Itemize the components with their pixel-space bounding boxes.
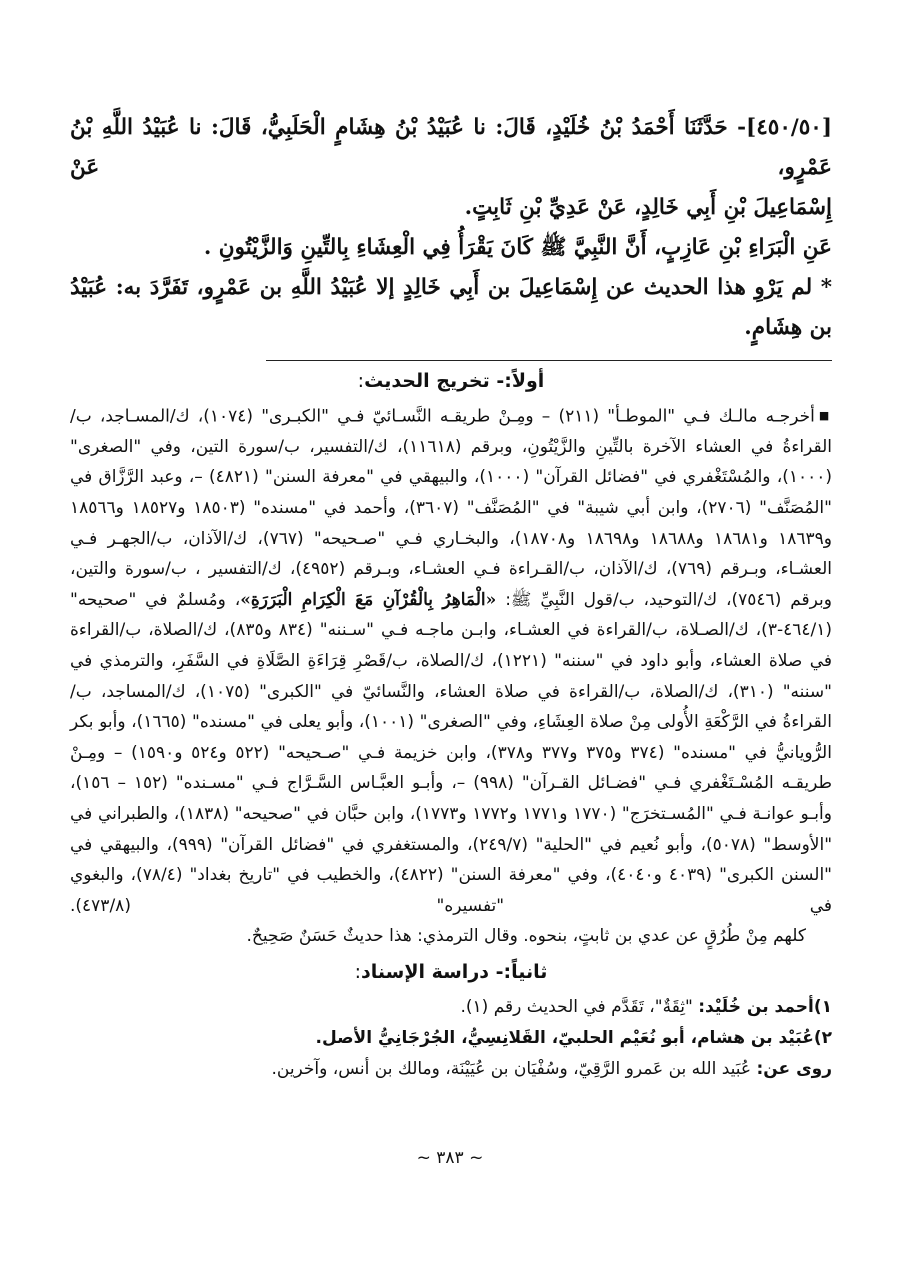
narrator-grade: "ثِقَةٌ"، تَقَدَّم في الحديث رقم (١).: [460, 996, 699, 1017]
isnad-heading-title: ثانياً:- دراسة الإسناد: [361, 960, 548, 983]
hadith-chain-line-1: [٤٥٠/٥٠]- حَدَّثَنَا أَحْمَدُ بْنُ خُلَيْدٍ، قَالَ: نا عُبَيْدُ بْنُ هِشَامٍ الْحَلَبِيُّ، قَالَ: نا عُبَيْدُ اللَّهِ بْنُ عَمْرٍو، عَنْ: [70, 115, 832, 180]
takhrij-heading-title: أولاً:- تخريج الحديث: [364, 370, 545, 392]
page-content: [70, 108, 832, 1085]
narrator-number: ١): [813, 996, 832, 1017]
narrator-item-1: [70, 992, 832, 1023]
prophet-quote: «الْمَاهِرُ بِالْقُرْآنِ مَعَ الْكِرَامِ الْبَرَرَةِ»: [240, 589, 497, 610]
takhrij-text-part-2: ، ومُسلمٌ في "صحيحه" (٤٦٤/١-٣)، ك/الصـلاة، ب/القراءة في العشـاء، وابـن ماجـه فـي "سـننه" (٨٣٤ و٨٣٥)، ك/الصلاة، ب/القراءة في صلاة العشاء، وأبو داود في "سننه" (١٢٢١)، ك/الصلاة، ب/قَصْرِ قِرَاءَةِ الصَّلَاةِ في السَّفَرِ، والترمذي في "سننه" (٣١٠)، ك/الصلاة، ب/القراءة في صلاة العشاء، والنَّسائيّ في "الكبرى" (١٠٧٥)، ك/المساجد، ب/القراءةُ في الرَّكْعَةِ الأُولى مِنْ صلاة العِشَاءِ، وفي "الصغرى" (١٠٠١)، وأبو يعلى في "مسنده" (١٦٦٥)، وأبو بكر الرُّويانيُّ في "مسنده" (٣٧٤ و٣٧٥ و٣٧٧ و٣٧٨)، وابن خزيمة فـي "صـحيحه" (٥٢٢ و٥٢٤ و١٥٩٠) – ومِـنْ طريقـه المُسْـتَغْفري فـي "فضـائل القـرآن" (٩٩٨) –، وأبـو العبَّـاس السَّـرَّاج فـي "مسـنده" (١٥٢ – ١٥٦)، وأبـو عوانـة فـي "المُسـتخرَج" (١٧٧٠ و١٧٧١ و١٧٧٢ و١٧٧٣)، وابن حبَّان في "صحيحه" (١٨٣٨)، والطبراني في "الأوسط" (٥٠٧٨)، وأبو نُعيم في "الحلية" (٢٤٩/٧)، والمستغفري في "فضائل القرآن" (٩٩٩)، والبيهقي في "السنن الكبرى" (٤٠٣٩ و٤٠٤٠)، وفي "معرفة السنن" (٤٨٢٢)، والخطيب في "تاريخ بغداد" (٧٨/٤)، والبغوي في "تفسيره" (٤٧٣/٨).: [70, 589, 833, 916]
hadith-chain-line-2: إِسْمَاعِيلَ بْنِ أَبِي خَالِدٍ، عَنْ عَدِيِّ بْنِ ثَابِتٍ.: [464, 195, 832, 220]
page-number: ~ ٣٨٣ ~: [416, 1148, 484, 1168]
narrator-name: عُبَيْد بن هشام، أبو نُعَيْم الحلبيّ، القَلانِسِيُّ، الجُرْجَانِيُّ الأصل.: [315, 1027, 814, 1048]
hadith-matn: عَنِ الْبَرَاءِ بْنِ عَازِبٍ، أَنَّ النَّبِيَّ ﷺ كَانَ يَقْرَأُ فِي الْعِشَاءِ بِالتِّينِ وَالزَّيْتُونِ .: [203, 235, 832, 260]
takhrij-text-part-1: أخرجـه مالـك فـي "الموطـأ" (٢١١) – ومِـنْ طريقـه النَّسـائيّ فـي "الكبـرى" (١٠٧٤)، ك/المسـاجد، ب/القراءةُ في العشاء الآخرة بالتِّينِ والزَّيْتُونِ، وبرقم (١١٦١٨)، ك/التفسير، ب/سورة التين، وفي "الصغرى" (١٠٠٠)، والمُسْتَغْفري في "فضائل القرآن" (١٠٠٠)، والبيهقي في "معرفة السنن" (٤٨٢١) –، وعبد الرَّزَّاق في "المُصَنَّف" (٢٧٠٦)، وابن أبي شيبة" في "المُصَنَّف" (٣٦٠٧)، وأحمد في "مسنده" (١٨٥٠٣ و١٨٥٢٧ و١٨٥٦٦ و١٨٦٣٩ و١٨٦٨١ و١٨٦٨٨ و١٨٦٩٨ و١٨٧٠٨)، والبخـاري فـي "صـحيحه" (٧٦٧)، ك/الآذان، ب/الجهـر فـي العشـاء، وبـرقم (٧٦٩)، ك/الآذان، ب/القـراءة فـي العشـاء، وبـرقم (٤٩٥٢)، ك/التفسير ، ب/سورة والتين، وبرقم (٧٥٤٦)، ك/التوحيد، ب/قول النَّبِيِّ ﷺ:: [70, 406, 833, 610]
narrator-number: ٢): [813, 1027, 832, 1048]
narrated-from-label: روى عن:: [756, 1058, 832, 1079]
section-divider: [266, 360, 832, 361]
takhrij-heading-colon: :: [357, 370, 365, 392]
narrator-item-2: [70, 1023, 832, 1054]
takhrij-summary: كلهم مِنْ طُرُقٍ عن عدي بن ثابتٍ، بنحوه. وقال الترمذي: هذا حديثٌ حَسَنٌ صَحِيحٌ.: [246, 926, 806, 947]
hadith-text: [70, 108, 832, 348]
takhrij-paragraph: [70, 401, 832, 921]
isnad-heading-colon: :: [354, 960, 361, 983]
hadith-note: * لم يَرْوِ هذا الحديث عن إِسْمَاعِيلَ بن أَبِي خَالِدٍ إلا عُبَيْدُ اللَّهِ بن عَمْرٍو، تَفَرَّدَ به: عُبَيْدُ بن هِشَامٍ.: [70, 275, 832, 340]
bullet-icon: ■: [818, 409, 832, 422]
takhrij-heading: [70, 367, 832, 395]
narrated-from-text: عُبَيد الله بن عَمرو الرَّقِيّ، وسُفْيَان بن عُيَيْنَة، ومالك بن أنس، وآخرين.: [271, 1058, 757, 1079]
isnad-heading: [70, 958, 832, 986]
narrator-teachers: [70, 1054, 832, 1085]
narrator-name: أحمد بن خُلَيْد:: [698, 996, 814, 1017]
